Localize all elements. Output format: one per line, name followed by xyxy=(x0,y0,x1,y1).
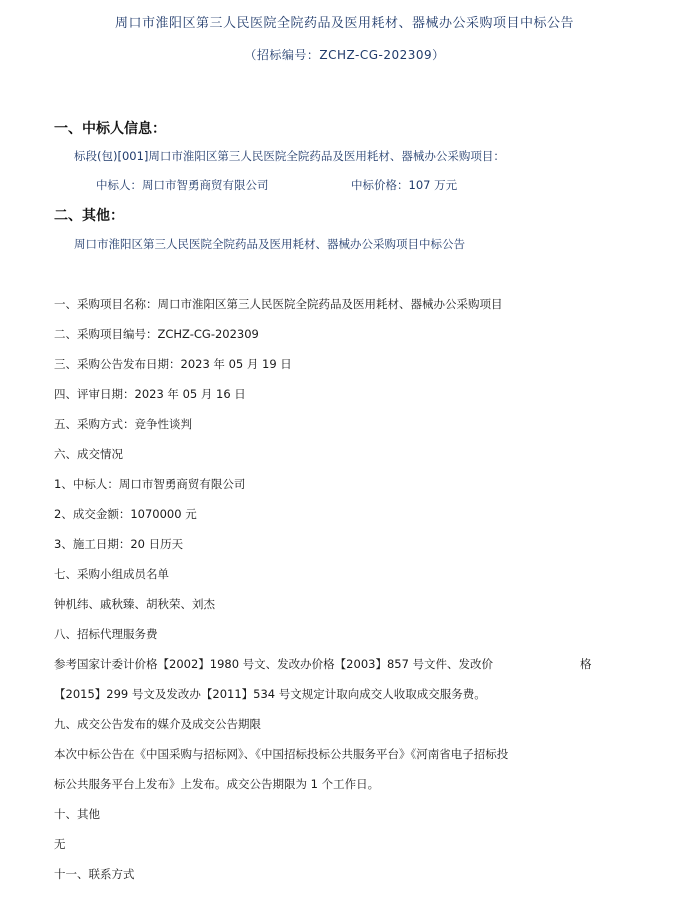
section-winner-heading: 一、中标人信息： xyxy=(54,121,166,137)
detail-fee-text-1-tail: 格 xyxy=(580,657,592,671)
tender-number: （招标编号：ZCHZ-CG-202309） xyxy=(244,48,445,62)
detail-review-date: 四、评审日期：2023 年 05 月 16 日 xyxy=(54,387,246,401)
other-intro: 周口市淮阳区第三人民医院全院药品及医用耗材、器械办公采购项目中标公告 xyxy=(74,237,465,251)
winning-price: 中标价格：107 万元 xyxy=(351,178,458,192)
detail-project-name: 一、采购项目名称：周口市淮阳区第三人民医院全院药品及医用耗材、器械办公采购项目 xyxy=(54,297,503,311)
detail-panel-members: 钟机纬、戚秋臻、胡秋荣、刘杰 xyxy=(54,597,215,611)
detail-project-number: 二、采购项目编号：ZCHZ-CG-202309 xyxy=(54,327,259,341)
detail-duration: 3、施工日期：20 日历天 xyxy=(54,537,184,551)
detail-deal-heading: 六、成交情况 xyxy=(54,447,123,461)
detail-panel-heading: 七、采购小组成员名单 xyxy=(54,567,169,581)
detail-publish-date: 三、采购公告发布日期：2023 年 05 月 19 日 xyxy=(54,357,292,371)
detail-deal-amount: 2、成交金额：1070000 元 xyxy=(54,507,197,521)
detail-fee-heading: 八、招标代理服务费 xyxy=(54,627,158,641)
detail-procurement-method: 五、采购方式：竞争性谈判 xyxy=(54,417,192,431)
winner-label: 中标人：周口市智勇商贸有限公司 xyxy=(96,178,269,192)
detail-fee-text-1: 参考国家计委计价格【2002】1980 号文、发改办价格【2003】857 号文件、发改价 xyxy=(54,657,494,671)
detail-fee-text-2: 【2015】299 号文及发改办【2011】534 号文规定计取向成交人收取成交服务费。 xyxy=(54,687,486,701)
detail-media-text-2: 标公共服务平台上发布》上发布。成交公告期限为 1 个工作日。 xyxy=(54,777,380,791)
page-title: 周口市淮阳区第三人民医院全院药品及医用耗材、器械办公采购项目中标公告 xyxy=(114,16,574,31)
detail-media-text-1: 本次中标公告在《中国采购与招标网》、《中国招标投标公共服务平台》《河南省电子招标投 xyxy=(54,747,509,761)
detail-contact-heading: 十一、联系方式 xyxy=(54,867,135,881)
detail-other-text: 无 xyxy=(54,837,66,851)
detail-winner: 1、中标人：周口市智勇商贸有限公司 xyxy=(54,477,246,491)
section-other-heading: 二、其他： xyxy=(54,208,124,224)
detail-media-heading: 九、成交公告发布的媒介及成交公告期限 xyxy=(54,717,261,731)
detail-other-heading: 十、其他 xyxy=(54,807,100,821)
lot-line: 标段(包)[001]周口市淮阳区第三人民医院全院药品及医用耗材、器械办公采购项目： xyxy=(74,149,505,163)
